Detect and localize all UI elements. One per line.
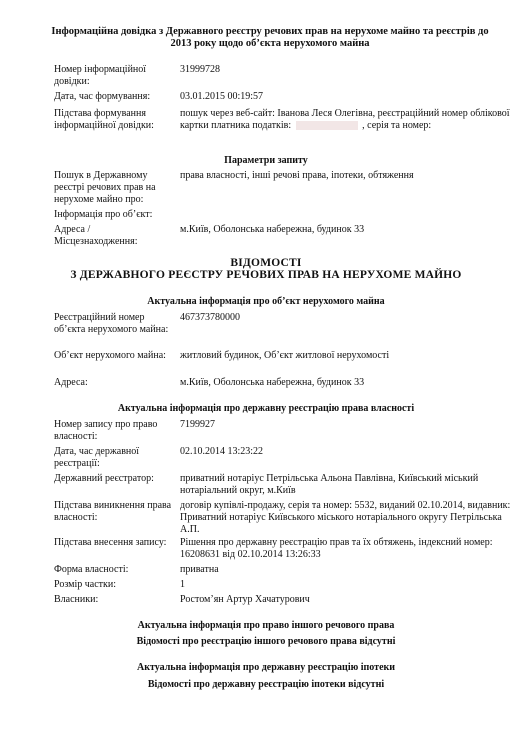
ownership-record-label: Номер запису про право власності: <box>54 419 158 442</box>
info-date-value: 03.01.2015 00:19:57 <box>180 91 264 102</box>
ownership-entry-label: Підстава внесення запису: <box>54 537 167 548</box>
object-heading: Актуальна інформація про об’єкт нерухомого майна <box>147 296 385 307</box>
info-number-value: 31999728 <box>180 64 220 75</box>
register-heading-2: З ДЕРЖАВНОГО РЕЄСТРУ РЕЧОВИХ ПРАВ НА НЕРУХОМЕ МАЙНО <box>70 269 462 281</box>
ownership-form-label: Форма власності: <box>54 564 129 575</box>
register-heading-1: ВІДОМОСТІ <box>230 257 302 269</box>
ownership-share-value: 1 <box>180 579 185 590</box>
object-address-label: Адреса: <box>54 377 88 388</box>
title-line-1: Інформаційна довідка з Державного реєстру речових прав на нерухоме майно та реєстрів до <box>51 26 489 37</box>
object-type-label: Об’єкт нерухомого майна: <box>54 350 166 361</box>
ownership-owners-value: Ростом’ян Артур Хачатурович <box>180 594 310 605</box>
object-regnum-value: 467373780000 <box>180 312 240 323</box>
object-address-value: м.Київ, Оболонська набережна, будинок 33 <box>180 377 365 388</box>
redaction-mark <box>296 121 358 130</box>
ownership-date-label: Дата, час державної реєстрації: <box>54 446 140 469</box>
ownership-basis-label: Підстава виникнення права власності: <box>54 500 172 523</box>
query-address-value: м.Київ, Оболонська набережна, будинок 33 <box>180 224 365 235</box>
query-address-label: Адреса / Місцезнаходження: <box>54 224 138 247</box>
ownership-owners-label: Власники: <box>54 594 99 605</box>
info-basis-label: Підстава формування інформаційної довідки: <box>54 108 154 131</box>
query-object-info-label: Інформація про об’єкт: <box>54 209 153 220</box>
ownership-share-label: Розмір частки: <box>54 579 116 590</box>
ownership-record-value: 7199927 <box>180 419 215 430</box>
info-number-label: Номер інформаційної довідки: <box>54 64 147 87</box>
other-right-note: Відомості про реєстрацію іншого речового права відсутні <box>136 636 396 647</box>
query-heading: Параметри запиту <box>224 155 308 166</box>
object-type-value: житловий будинок, Об’єкт житлової нерухомості <box>180 350 390 361</box>
info-basis-value-b: , серія та номер: <box>362 120 432 131</box>
ownership-registrar-value: приватний нотаріус Петрільська Альона Павлівна, Київський міський нотаріальний округ, м.Київ <box>180 473 479 496</box>
document-title <box>40 26 500 50</box>
ownership-entry-value: Рішення про державну реєстрацію прав та їх обтяжень, індексний номер: 16208631 від 02.10.2014 13:26:33 <box>180 537 493 560</box>
ownership-heading: Актуальна інформація про державну реєстрацію права власності <box>117 403 415 414</box>
ownership-date-value: 02.10.2014 13:23:22 <box>180 446 264 457</box>
mortgage-note: Відомості про державну реєстрацію іпотеки відсутні <box>147 679 385 690</box>
ownership-registrar-label: Державний реєстратор: <box>54 473 154 484</box>
ownership-form-value: приватна <box>180 564 219 575</box>
title-line-2: 2013 року щодо об’єкта нерухомого майна <box>170 38 370 49</box>
other-right-heading: Актуальна інформація про право іншого речового права <box>137 620 395 631</box>
info-date-label: Дата, час формування: <box>54 91 151 102</box>
query-search-value: права власності, інші речові права, іпотеки, обтяження <box>180 170 414 181</box>
info-basis-value-a: пошук через веб-сайт: Іванова Леся Олегівна, реєстраційний номер облікової картки платника податків: <box>180 108 510 131</box>
query-search-label: Пошук в Державному реєстрі речових прав на нерухоме майно про: <box>54 170 156 205</box>
object-regnum-label: Реєстраційний номер об’єкта нерухомого майна: <box>54 312 169 335</box>
mortgage-heading: Актуальна інформація про державну реєстрацію іпотеки <box>136 662 396 673</box>
ownership-basis-value: договір купівлі-продажу, серія та номер: 5532, виданий 02.10.2014, видавник: Приватний нотаріус Київського міського нотаріального округу Петрільська А.П. <box>180 500 511 535</box>
info-basis-value <box>180 108 515 132</box>
